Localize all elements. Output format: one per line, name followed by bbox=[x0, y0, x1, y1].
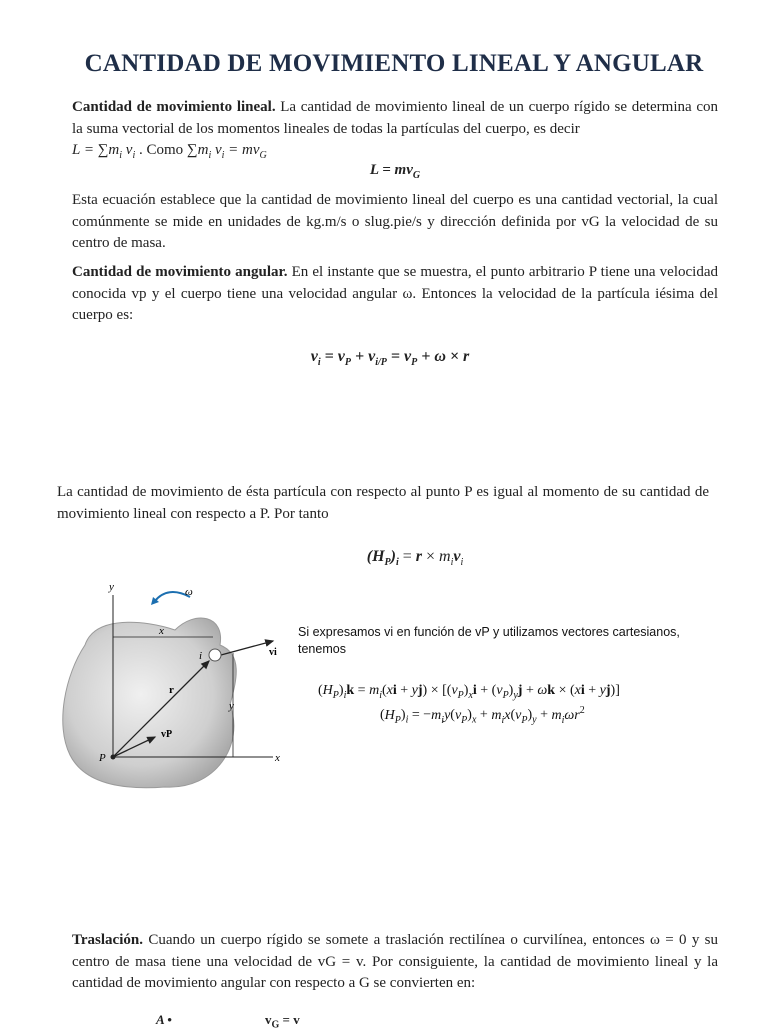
y-dimension-label: y bbox=[229, 700, 234, 712]
rigid-body-figure bbox=[55, 575, 295, 795]
y-axis-label: y bbox=[109, 581, 114, 593]
linear-momentum-paragraph bbox=[72, 97, 718, 167]
angular-momentum-paragraph bbox=[72, 262, 718, 327]
figure-equation-a: $(H_P)_ik = m_i(xi + yj) \times [(v_P)_xi + (v_P)_yj + \omega k \times (xi + yj)]$ bbox=[318, 683, 620, 701]
angular-momentum-text: En el instante que se muestra, el punto arbitrario P tiene una velocidad conocida vp y el cuerpo tiene una velocidad angular ω. Entonces la velocidad de la partícula iésima del cuerpo es: bbox=[72, 264, 718, 323]
translation-text: Cuando un cuerpo rígido se somete a traslación rectilínea o curvilínea, entonces ω = 0 y su centro de masa tiene una velocidad de vG = v. Por consiguiente, la cantidad de movimiento lineal y la cantidad de movimiento angular con respecto a G se convierten en: bbox=[72, 932, 718, 991]
i-label: i bbox=[199, 650, 203, 662]
figure-equation-b: $(H_P)_i = -m_iy(v_P)_x + m_ix(v_P)_y + m_i\omega r^2$ bbox=[380, 705, 585, 726]
rigid-body-shape bbox=[63, 618, 236, 788]
equation-hp: $(H_P)_i = r \times m_iv_i$ bbox=[366, 548, 464, 569]
omega-label: ω bbox=[185, 586, 193, 598]
vector-quantity-paragraph: Esta ecuación establece que la cantidad de movimiento lineal del cuerpo es una cantidad vectorial, la cual comúnmente se mide en unidades de kg.m/s o slug.pie/s y dirección definida por vG la velocidad de su centro de masa. bbox=[72, 192, 718, 251]
linear-momentum-heading: Cantidad de movimiento lineal. bbox=[72, 99, 276, 115]
translation-paragraph bbox=[72, 930, 718, 995]
translation-heading: Traslación. bbox=[72, 932, 143, 948]
inline-formula-sum: $L = \sum m_i$ $v_i$ bbox=[72, 142, 136, 161]
r-label: r bbox=[169, 684, 174, 696]
bottom-fragment-right: $v_G = v$ bbox=[265, 1012, 300, 1031]
p-label: P bbox=[99, 752, 106, 764]
inline-formula-mvg: $\sum m_i$ $v_i = mv_G$ bbox=[186, 142, 267, 161]
figure-description: Si expresamos vi en función de vP y utilizamos vectores cartesianos, tenemos bbox=[298, 625, 680, 656]
angular-momentum-heading: Cantidad de movimiento angular. bbox=[72, 264, 288, 280]
point-p bbox=[111, 755, 116, 760]
vi-label: vi bbox=[269, 647, 277, 658]
equation-particle-velocity: $v_i = v_P + v_{i/P} = v_P + \omega \times r$ bbox=[310, 348, 470, 369]
bottom-fragment-left: A • bbox=[156, 1012, 172, 1027]
x-axis-label: x bbox=[275, 752, 280, 764]
equation-linear-momentum: $L = mv_G$ bbox=[369, 162, 421, 181]
angular-momentum-particle-paragraph: La cantidad de movimiento de ésta partícula con respecto al punto P es igual al momento de su cantidad de movimiento lineal con respecto a P. Por tanto bbox=[57, 484, 709, 522]
inline-joiner: . Como bbox=[135, 142, 187, 158]
linear-momentum-text: La cantidad de movimiento lineal de un cuerpo rígido se determina con la suma vectorial de los momentos lineales de todas la partículas del cuerpo, es decir bbox=[72, 99, 718, 137]
particle-i bbox=[209, 649, 221, 661]
x-dimension-label: x bbox=[159, 625, 164, 637]
vi-vector bbox=[221, 641, 273, 655]
vp-label: vP bbox=[161, 729, 173, 740]
page-title: CANTIDAD DE MOVIMIENTO LINEAL Y ANGULAR bbox=[84, 50, 704, 77]
